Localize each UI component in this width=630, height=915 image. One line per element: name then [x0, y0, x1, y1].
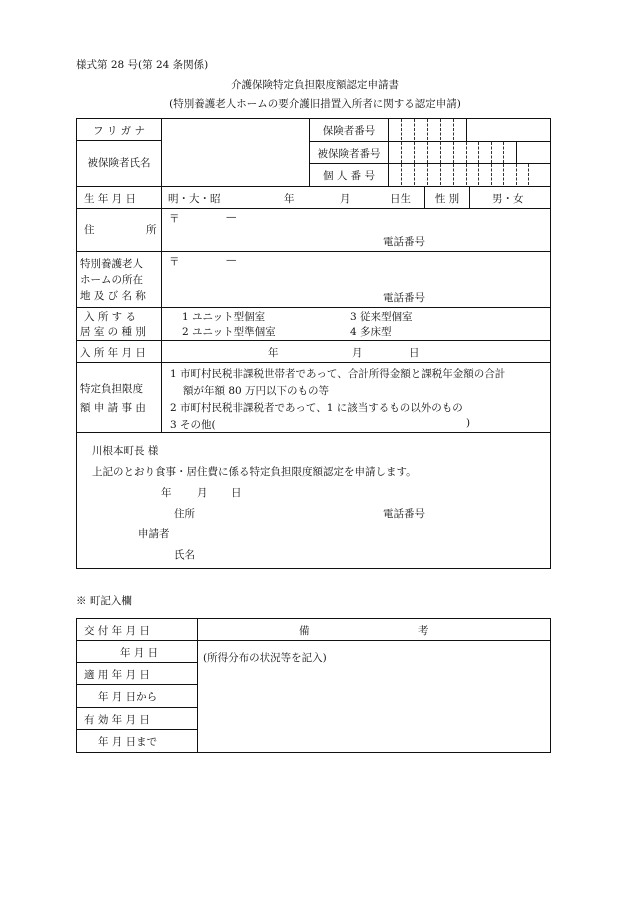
admission-month: 月	[352, 347, 363, 359]
room-label-1: 入 所 す る	[84, 311, 137, 323]
office-section-title: ※ 町記入欄	[76, 595, 132, 607]
reason-label-2: 額 申 請 事 由	[80, 402, 146, 414]
form-subtitle: (特別養護老人ホームの要介護旧措置入所者に関する認定申請)	[169, 98, 461, 110]
issue-date-value: 年 月 日	[120, 647, 159, 659]
room-option-1: 1 ユニット型個室	[182, 311, 266, 323]
insured-number-label: 被保険者番号	[317, 148, 381, 160]
birthdate-label: 生 年 月 日	[84, 193, 137, 205]
applicant-phone-label: 電話番号	[383, 508, 425, 520]
insured-name-label: 被保険者氏名	[87, 157, 151, 169]
declaration-year: 年	[161, 487, 172, 499]
reason-3-close: )	[466, 417, 471, 429]
declaration-day: 日	[231, 487, 242, 499]
admission-year: 年	[268, 347, 279, 359]
facility-phone-label: 電話番号	[383, 292, 425, 304]
address-postal-mark: 〒	[169, 213, 180, 225]
birthdate-day: 日生	[390, 193, 411, 205]
applicant-label: 申請者	[138, 528, 170, 540]
declaration-month: 月	[197, 487, 208, 499]
apply-date-label: 適 用 年 月 日	[84, 669, 150, 681]
issue-date-label: 交 付 年 月 日	[84, 625, 150, 637]
facility-label-3: 地 及 び 名 称	[80, 290, 146, 302]
apply-date-value: 年 月 日から	[98, 691, 158, 703]
address-label-2: 所	[146, 224, 157, 236]
facility-postal-mark: 〒	[169, 256, 180, 268]
facility-label-1: 特別養護老人	[80, 258, 143, 270]
address-phone-label: 電話番号	[383, 236, 425, 248]
room-option-3: 3 従来型個室	[350, 311, 413, 323]
form-number: 様式第 28 号(第 24 条関係)	[76, 59, 209, 71]
reason-2: 2 市町村民税非課税者であって、1 に該当するもの以外のもの	[170, 402, 463, 414]
remarks-note: (所得分布の状況等を記入)	[203, 652, 327, 664]
room-option-2: 2 ユニット型準個室	[182, 326, 276, 338]
applicant-address-label: 住所	[174, 508, 195, 520]
facility-label-2: ホームの所在	[80, 274, 143, 286]
birthdate-month: 月	[340, 193, 351, 205]
room-option-4: 4 多床型	[350, 326, 392, 338]
addressee: 川根本町長 様	[92, 445, 159, 457]
valid-date-label: 有 効 年 月 日	[84, 714, 150, 726]
reason-1-cont: 額が年額 80 万円以下のもの等	[183, 385, 330, 397]
declaration-statement: 上記のとおり食事・居住費に係る特定負担限度額認定を申請します。	[92, 466, 417, 478]
furigana-label: フ リ ガ ナ	[92, 125, 145, 137]
reason-label-1: 特定負担限度	[80, 383, 143, 395]
personal-number-label: 個 人 番 号	[322, 170, 375, 182]
insurer-number-label: 保険者番号	[322, 125, 376, 137]
reason-3: 3 その他(	[170, 419, 216, 431]
sex-label: 性 別	[434, 193, 460, 205]
reason-1: 1 市町村民税非課税世帯者であって、合計所得金額と課税年金額の合計	[170, 368, 506, 380]
admission-label: 入 所 年 月 日	[80, 347, 146, 359]
address-label-1: 住	[84, 224, 95, 236]
room-label-2: 居 室 の 種 別	[80, 326, 146, 338]
sex-options: 男・女	[492, 193, 524, 205]
birthdate-era: 明・大・昭	[168, 193, 221, 205]
birthdate-year: 年	[284, 193, 295, 205]
address-postal-dash: —	[226, 211, 237, 223]
applicant-name-label: 氏名	[174, 549, 195, 561]
valid-date-value: 年 月 日まで	[98, 736, 158, 748]
form-title: 介護保険特定負担限度額認定申請書	[231, 79, 399, 91]
remarks-label: 備 考	[299, 625, 429, 637]
facility-postal-dash: —	[226, 254, 237, 266]
admission-day: 日	[409, 347, 420, 359]
